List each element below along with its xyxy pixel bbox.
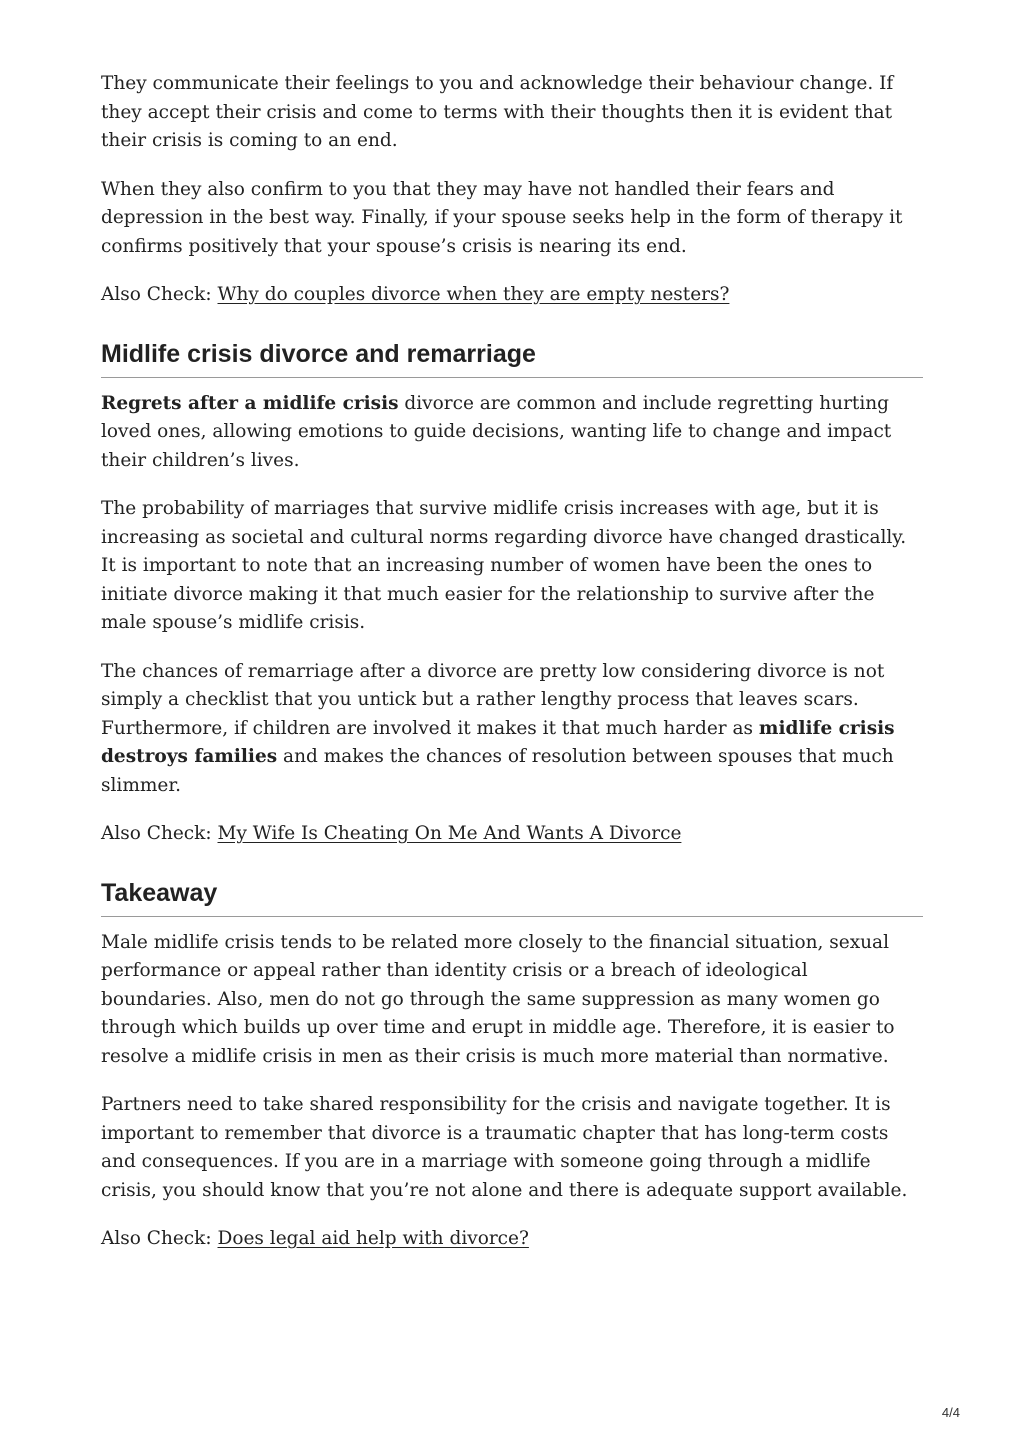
- also-check-link-empty-nesters[interactable]: Why do couples divorce when they are empty nesters?: [217, 284, 730, 305]
- takeaway-paragraph-2: Partners need to take shared responsibility for the crisis and navigate together. It is important to remember that divorce is a traumatic chapter that has long-term costs and consequences. If you are in a marriage with someone going through a midlife crisis, you should know that you’re not alone and there is adequate support available.: [101, 1094, 908, 1201]
- bold-phrase-regrets: Regrets after a midlife crisis: [101, 392, 399, 414]
- also-check-1: [101, 281, 923, 310]
- remarriage-paragraph-3: [101, 658, 923, 801]
- also-check-prefix: Also Check:: [101, 1228, 218, 1249]
- page-number: 4/4: [941, 1405, 960, 1420]
- also-check-3: [101, 1225, 923, 1254]
- also-check-link-legal-aid[interactable]: Does legal aid help with divorce?: [217, 1228, 529, 1249]
- also-check-2: [101, 820, 923, 849]
- remarriage-paragraph-3-start: The chances of remarriage after a divorce are pretty low considering divorce is not simply a checklist that you untick but a rather lengthy process that leaves scars. Furthermore, if children are involved it makes it that much harder as: [101, 660, 885, 739]
- remarriage-paragraph-3-end: and makes the chances of resolution between spouses that much slimmer.: [101, 746, 894, 796]
- also-check-link-wife-cheating[interactable]: My Wife Is Cheating On Me And Wants A Divorce: [217, 823, 682, 844]
- remarriage-paragraph-1-rest: divorce are common and include regretting hurting loved ones, allowing emotions to guide decisions, wanting life to change and impact their children’s lives.: [101, 392, 892, 471]
- section-heading-takeaway: Takeaway: [101, 879, 923, 917]
- remarriage-paragraph-1: [101, 390, 923, 476]
- also-check-prefix: Also Check:: [101, 823, 218, 844]
- section-heading-remarriage: Midlife crisis divorce and remarriage: [101, 340, 923, 378]
- takeaway-paragraph-1: Male midlife crisis tends to be related more closely to the financial situation, sexual performance or appeal rather than identity crisis or a breach of ideological boundaries. Also, men do not go through the same suppression as many women go through which builds up over time and erupt in middle age. Therefore, it is easier to resolve a midlife crisis in men as their crisis is much more material than normative.: [101, 931, 895, 1067]
- article-body: [101, 70, 923, 1274]
- intro-paragraph-1: They communicate their feelings to you and acknowledge their behaviour change. If they accept their crisis and come to terms with their thoughts then it is evident that their crisis is coming to an end.: [101, 73, 894, 151]
- bold-phrase-destroys-families: midlife crisis destroys families: [101, 717, 895, 767]
- also-check-prefix: Also Check:: [101, 284, 218, 305]
- remarriage-paragraph-2: The probability of marriages that survive midlife crisis increases with age, but it is increasing as societal and cultural norms regarding divorce have changed drastically. It is important to note that an increasing number of women have been the ones to initiate divorce making it that much easier for the relationship to survive after the male spouse’s midlife crisis.: [101, 498, 907, 633]
- intro-paragraph-2: When they also confirm to you that they may have not handled their fears and depression in the best way. Finally, if your spouse seeks help in the form of therapy it confirms positively that your spouse’s crisis is nearing its end.: [101, 178, 903, 257]
